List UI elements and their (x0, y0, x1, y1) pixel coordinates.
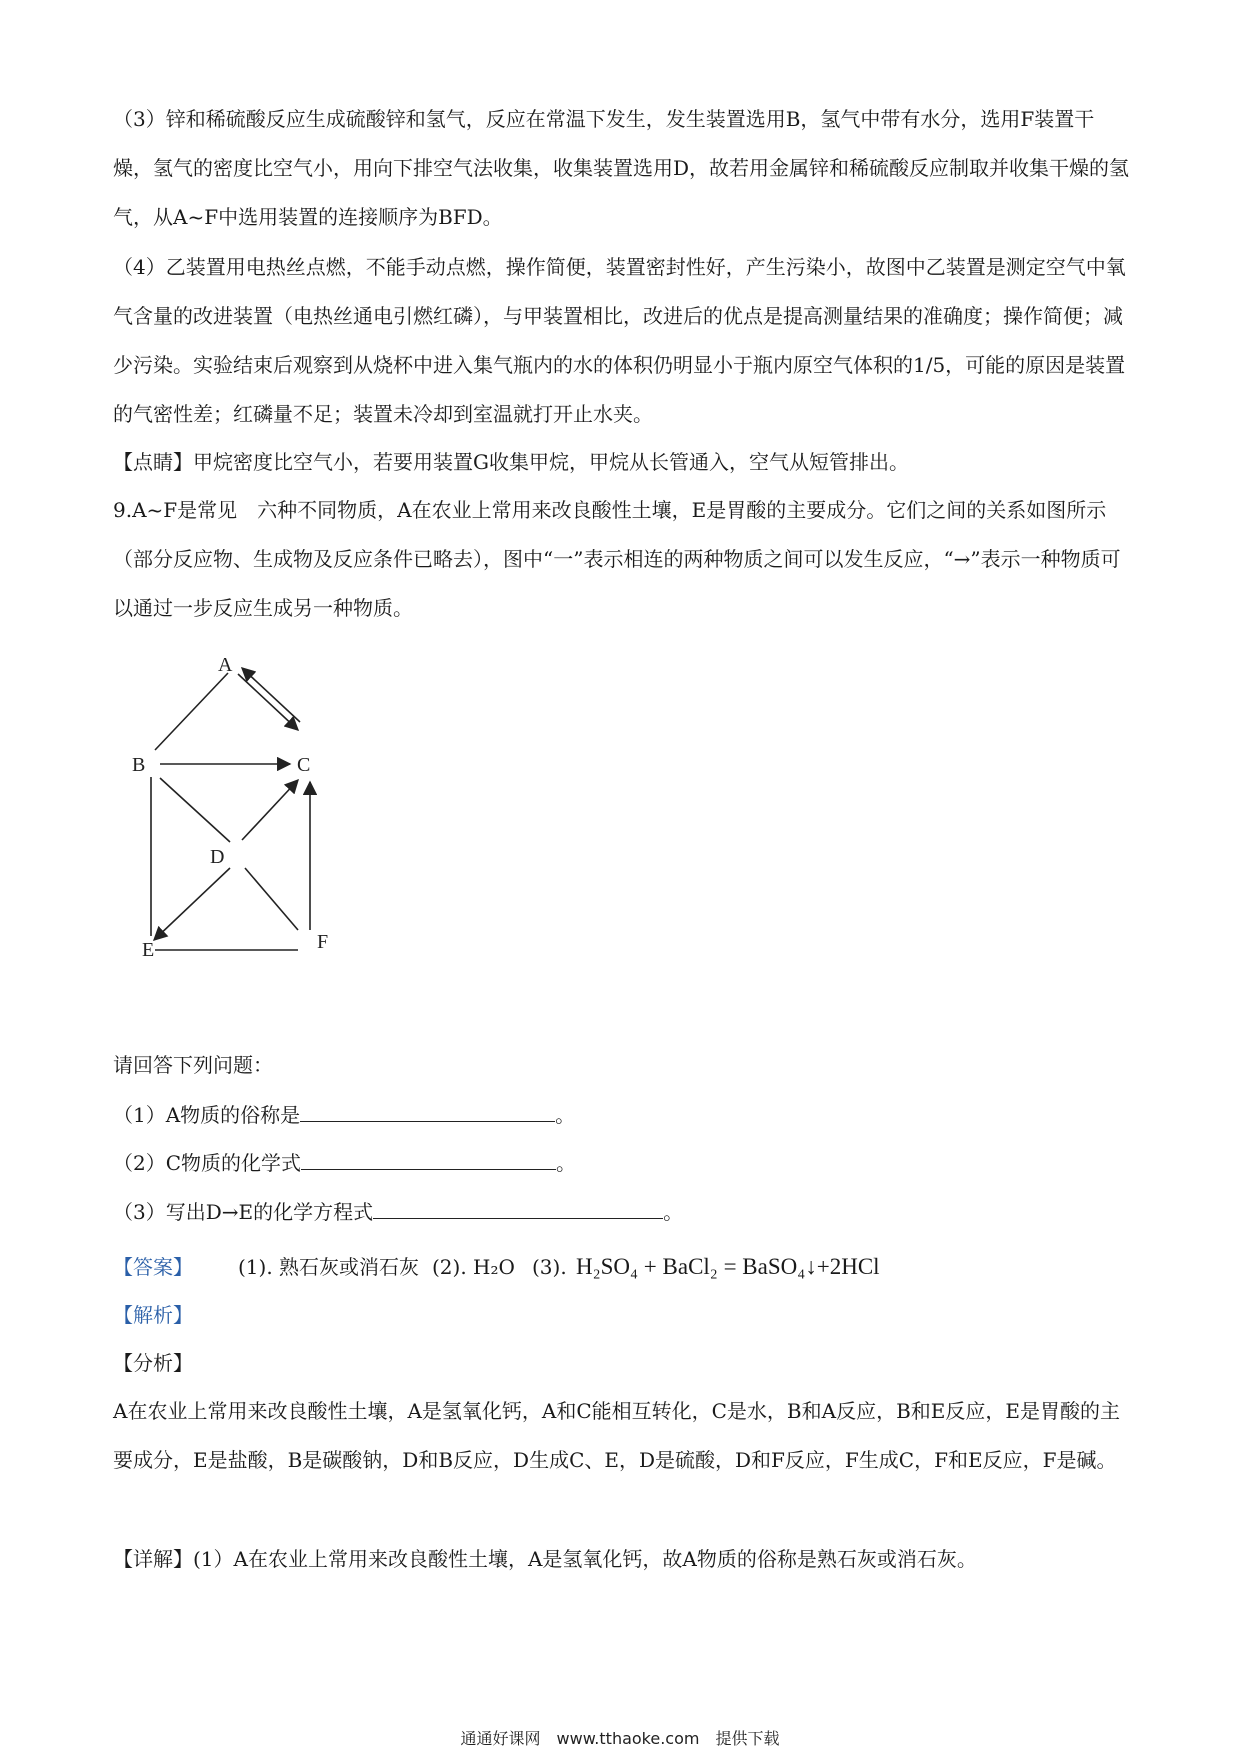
question-2-text: （2）C物质的化学式 (113, 1151, 302, 1175)
question-2-end: 。 (556, 1151, 577, 1175)
dianjing-note: 【点睛】甲烷密度比空气小，若要用装置G收集甲烷，甲烷从长管通入，空气从短管排出。 (113, 450, 909, 474)
fenxi-label: 【分析】 (113, 1351, 193, 1375)
node-b: B (132, 754, 146, 776)
line-a-b (155, 673, 228, 750)
node-c: C (297, 754, 311, 776)
jiexi-label: 【解析】 (113, 1303, 193, 1327)
arrow-d-to-e (154, 868, 230, 940)
line-d-f (245, 868, 298, 930)
answer-blank-1[interactable] (300, 1099, 555, 1122)
question-1-end: 。 (555, 1103, 576, 1127)
node-f: F (317, 931, 329, 953)
answer-label: 【答案】 (113, 1255, 193, 1279)
arrow-a-to-c (238, 674, 298, 730)
answer-blank-3[interactable] (373, 1196, 663, 1219)
answer-blank-2[interactable] (301, 1147, 556, 1170)
question-1 (113, 1099, 575, 1130)
question-3-text: （3）写出D→E的化学方程式 (113, 1200, 374, 1224)
question-3-end: 。 (663, 1200, 684, 1224)
question-3 (113, 1196, 683, 1227)
answer-row (113, 1250, 880, 1284)
paragraph-3: （3）锌和稀硫酸反应生成硫酸锌和氢气，反应在常温下发生，发生装置选用B，氢气中带有水分，选用F装置干燥，氢气的密度比空气小，用向下排空气法收集，收集装置选用D，故若用金属锌和稀硫酸反应制取并收集干燥的氢气，从A~F中选用装置的连接顺序为BFD。 (113, 107, 1130, 229)
analysis-text: A在农业上常用来改良酸性土壤，A是氢氧化钙，A和C能相互转化，C是水，B和A反应，B和E反应，E是胃酸的主要成分，E是盐酸，B是碳酸钠，D和B反应，D生成C、E，D是硫酸，D和F反应，F生成C，F和E反应，F是碱。 (113, 1399, 1120, 1472)
question-1-text: （1）A物质的俗称是 (113, 1103, 301, 1127)
answer-3-label: (3). (532, 1255, 567, 1279)
paragraph-4: （4）乙装置用电热丝点燃，不能手动点燃，操作简便，装置密封性好，产生污染小，故图中乙装置是测定空气中氧气含量的改进装置（电热丝通电引燃红磷），与甲装置相比，改进后的优点是提高测量结果的准确度；操作简便；减少污染。实验结束后观察到从烧杯中进入集气瓶内的水的体积仍明显小于瓶内原空气体积的1/5，可能的原因是装置的气密性差；红磷量不足；装置未冷却到室温就打开止水夹。 (113, 255, 1126, 426)
detail-text: 【详解】(1）A在农业上常用来改良酸性土壤，A是氢氧化钙，故A物质的俗称是熟石灰或消石灰。 (113, 1547, 977, 1571)
answer-3-formula: H₂SO₄ + BaCl₂ = BaSO₄↓+2HCl (576, 1254, 880, 1279)
prompt: 请回答下列问题： (113, 1053, 273, 1077)
answer-2: (2). H₂O (432, 1255, 515, 1279)
arrow-d-to-c (242, 780, 298, 840)
question-9: 9.A~F是常见 六种不同物质，A在农业上常用来改良酸性土壤，E是胃酸的主要成分。它们之间的关系如图所示（部分反应物、生成物及反应条件已略去），图中“一”表示相连的两种物质之间可以发生反应，“→”表示一种物质可以通过一步反应生成另一种物质。 (113, 498, 1121, 620)
footer-source: 通通好课网 www.tthaoke.com 提供下载 (460, 1729, 780, 1748)
line-b-d (160, 778, 230, 842)
node-d: D (210, 846, 225, 868)
answer-1: (1). 熟石灰或消石灰 (238, 1255, 420, 1279)
node-a: A (218, 654, 233, 676)
relation-diagram (130, 650, 370, 970)
question-2 (113, 1147, 576, 1178)
node-e: E (142, 939, 155, 961)
arrow-c-to-a (242, 668, 300, 722)
